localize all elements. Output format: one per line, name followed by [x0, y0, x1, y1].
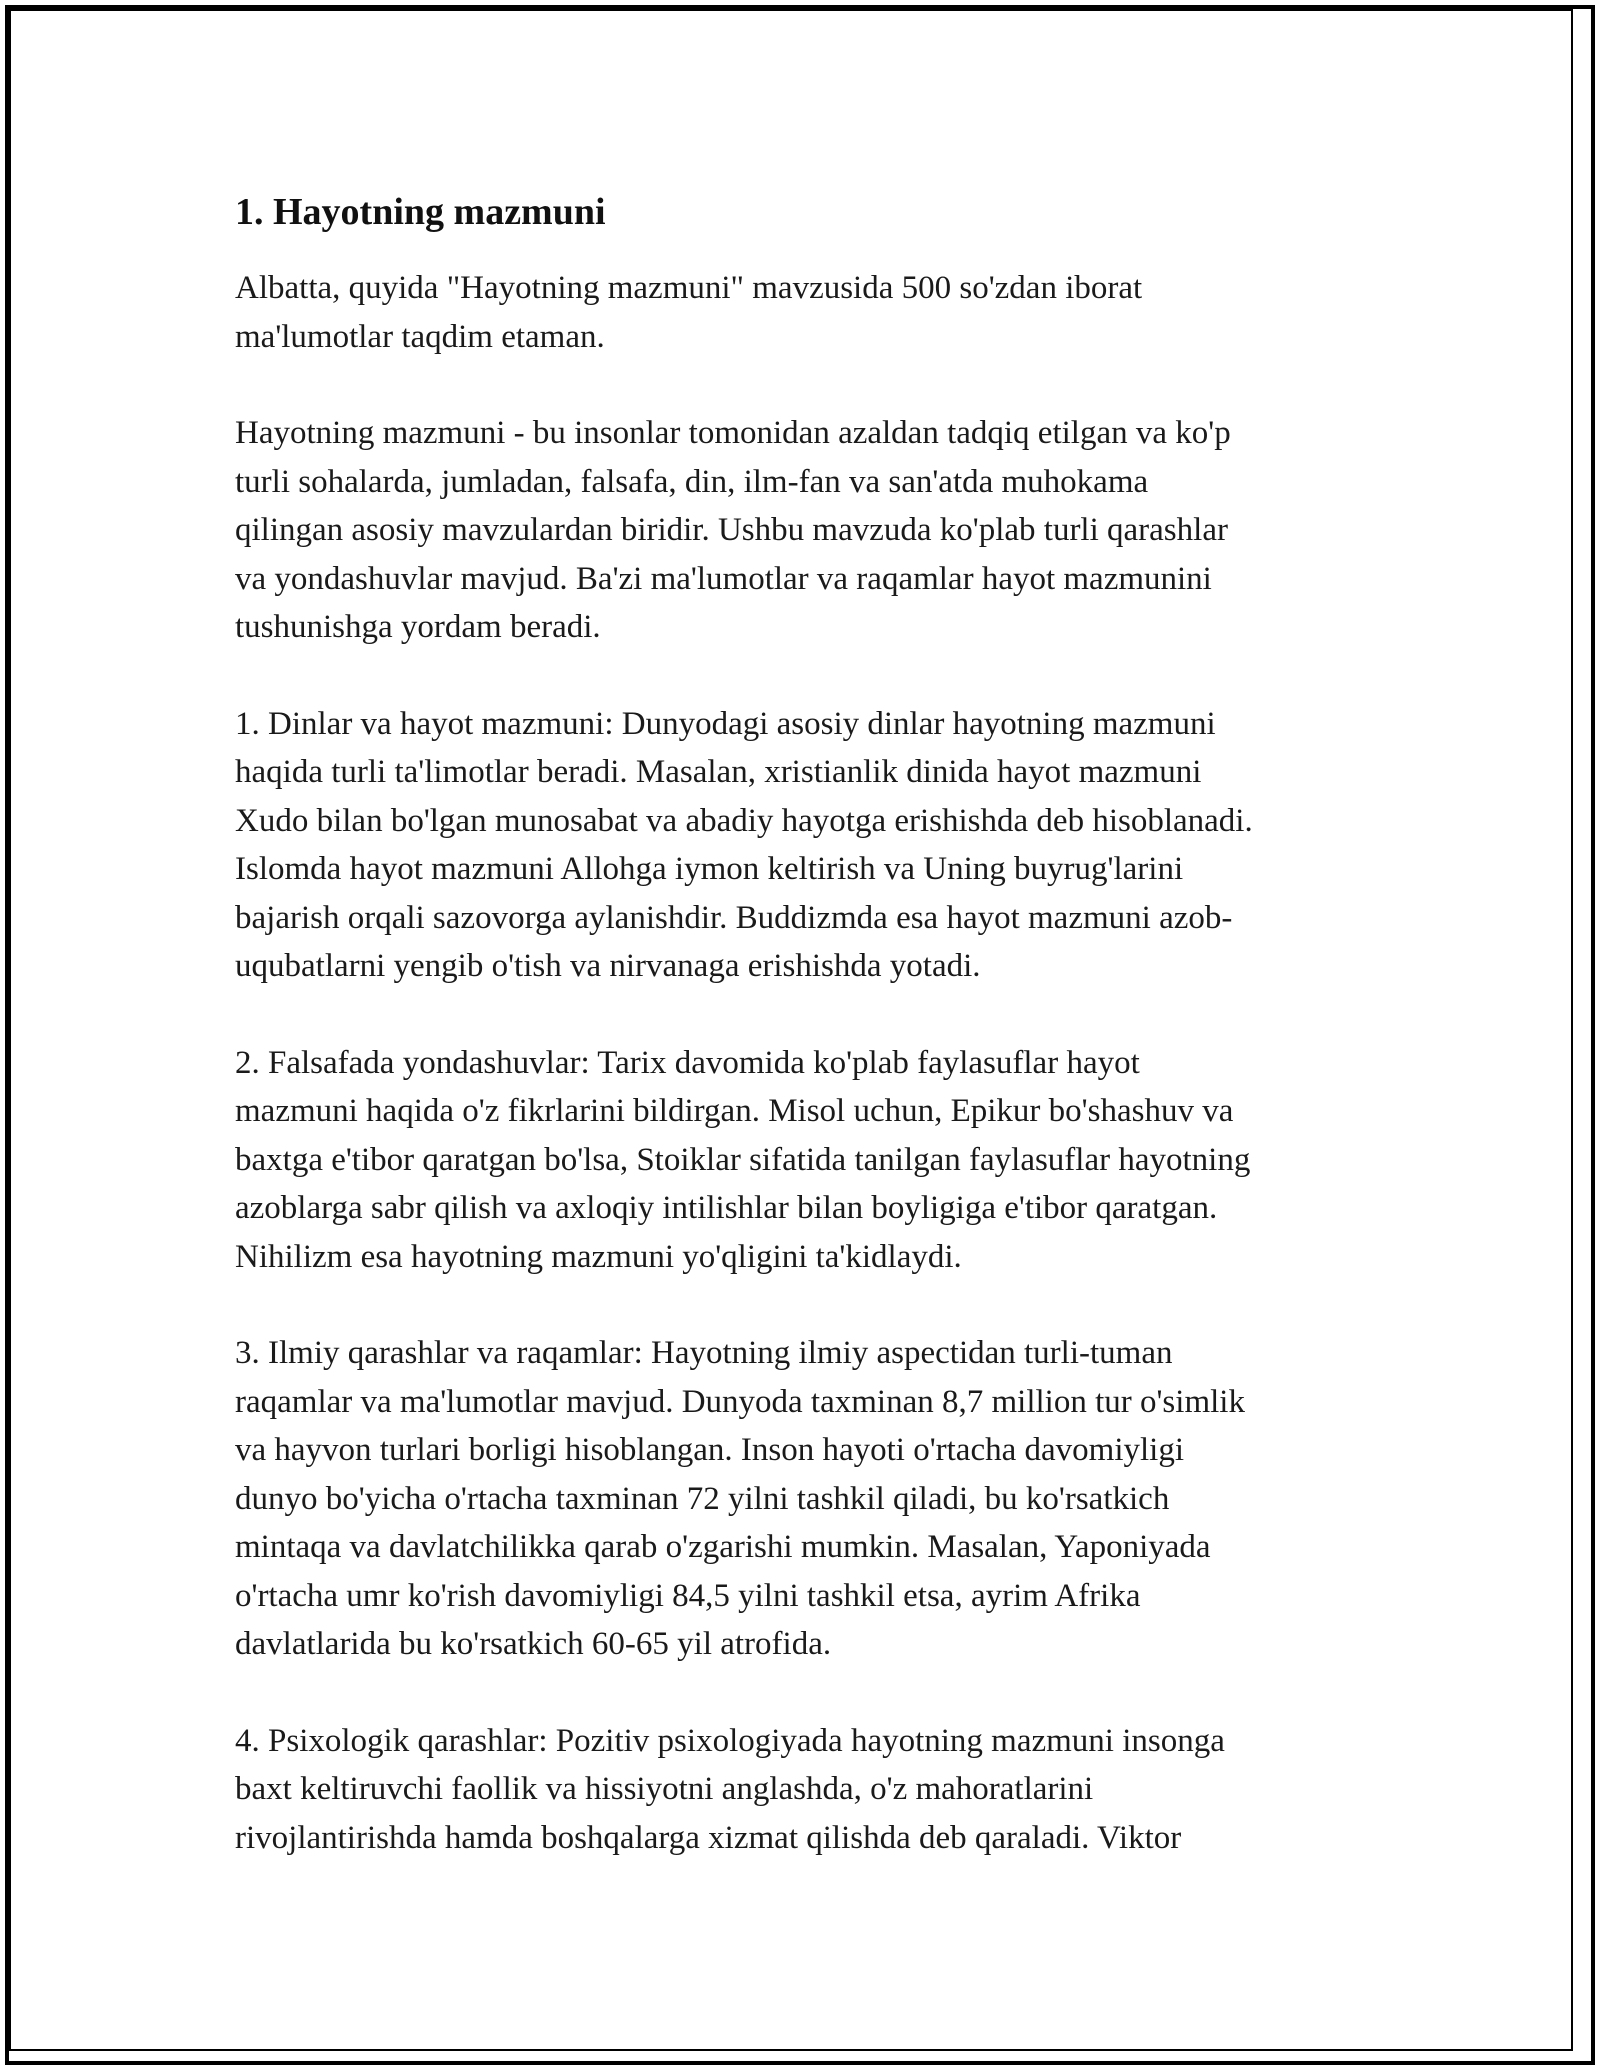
paragraph-intro: Albatta, quyida "Hayotning mazmuni" mavzusida 500 so'zdan iborat ma'lumotlar taqdim etaman.	[235, 270, 1143, 355]
document-title: 1. Hayotning mazmuni	[235, 191, 606, 233]
paragraph-religions: 1. Dinlar va hayot mazmuni: Dunyodagi asosiy dinlar hayotning mazmuni haqida turli ta'limotlar beradi. Masalan, xristianlik dinida hayot mazmuni Xudo bilan bo'lgan munosabat va abadiy hayotga erishishda deb hisoblanadi. Islomda hayot mazmuni Allohga iymon keltirish va Uning buyrug'larini bajarish orqali sazovorga aylanishdir. Buddizmda esa hayot mazmuni azob- uqubatlarni yengib o'tish va nirvanaga erishishda yotadi.	[235, 705, 1253, 984]
document-body	[235, 186, 1375, 1910]
paragraph-philosophy: 2. Falsafada yondashuvlar: Tarix davomida ko'plab faylasuflar hayot mazmuni haqida o'z fikrlarini bildirgan. Misol uchun, Epikur bo'shashuv va baxtga e'tibor qaratgan bo'lsa, Stoiklar sifatida tanilgan faylasuflar hayotning azoblarga sabr qilish va axloqiy intilishlar bilan boyligiga e'tibor qaratgan. Nihilizm esa hayotning mazmuni yo'qligini ta'kidlaydi.	[235, 1044, 1251, 1275]
paragraph-psychology: 4. Psixologik qarashlar: Pozitiv psixologiyada hayotning mazmuni insonga baxt keltiruvchi faollik va hissiyotni anglashda, o'z mahoratlarini rivojlantirishda hamda boshqalarga xizmat qilishda deb qaraladi. Viktor	[235, 1722, 1225, 1856]
paragraph-overview: Hayotning mazmuni - bu insonlar tomonidan azaldan tadqiq etilgan va ko'p turli sohalarda, jumladan, falsafa, din, ilm-fan va san'atda muhokama qilingan asosiy mavzulardan biridir. Ushbu mavzuda ko'plab turli qarashlar va yondashuvlar mavjud. Ba'zi ma'lumotlar va raqamlar hayot mazmunini tushunishga yordam beradi.	[235, 415, 1231, 645]
paragraph-science: 3. Ilmiy qarashlar va raqamlar: Hayotning ilmiy aspectidan turli-tuman raqamlar va ma'lumotlar mavjud. Dunyoda taxminan 8,7 million tur o'simlik va hayvon turlari borligi hisoblangan. Inson hayoti o'rtacha davomiyligi dunyo bo'yicha o'rtacha taxminan 72 yilni tashkil qiladi, bu ko'rsatkich mintaqa va davlatchilikka qarab o'zgarishi mumkin. Masalan, Yaponiyada o'rtacha umr ko'rish davomiyligi 84,5 yilni tashkil etsa, ayrim Afrika davlatlarida bu ko'rsatkich 60-65 yil atrofida.	[235, 1335, 1245, 1662]
